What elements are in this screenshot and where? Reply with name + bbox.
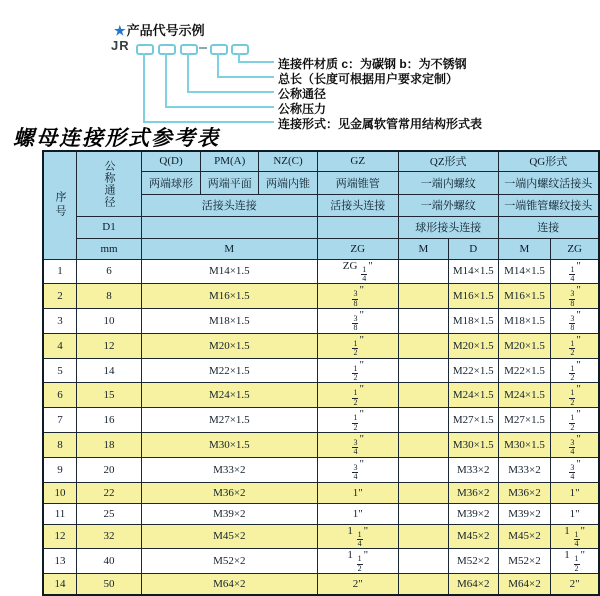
code-box-1 xyxy=(136,44,154,55)
cell-gz: 1 $\frac{1}{4}$ " xyxy=(317,524,398,549)
cell-m: M52×2 xyxy=(142,549,318,574)
cell-qg-m: M36×2 xyxy=(498,482,551,503)
connector-line xyxy=(217,53,219,78)
unit-header-qg-m: M xyxy=(498,238,551,259)
cell-qz-m xyxy=(398,457,448,482)
cell-qg-zg: 1 $\frac{1}{2}$ " xyxy=(551,549,599,574)
cell-m: M39×2 xyxy=(142,503,318,524)
col-header-nz: NZ(C) xyxy=(259,151,317,171)
cell-dn: 15 xyxy=(77,383,142,408)
table-title: 螺母连接形式参考表 xyxy=(13,126,220,150)
col-header-seq: 序号 xyxy=(43,151,77,259)
cell-no: 3 xyxy=(43,309,77,334)
col-header-qz: QZ形式 xyxy=(398,151,498,171)
table-row xyxy=(43,333,599,358)
cell-no: 13 xyxy=(43,549,77,574)
cell-gz: $\frac{3}{8}$ " xyxy=(317,284,398,309)
cell-qg-zg: $\frac{1}{2}$ " xyxy=(551,333,599,358)
cell-qg-zg: $\frac{1}{2}$ " xyxy=(551,408,599,433)
cell-qz-d: M14×1.5 xyxy=(448,259,498,284)
cell-dn: 10 xyxy=(77,309,142,334)
cell-qg-zg: $\frac{3}{8}$ " xyxy=(551,284,599,309)
cell-qg-m: M20×1.5 xyxy=(498,333,551,358)
cell-gz: ZG $\frac{1}{4}$ " xyxy=(317,259,398,284)
connector-line xyxy=(143,53,145,123)
cell-qg-zg: $\frac{3}{4}$ " xyxy=(551,457,599,482)
cell-qz-m xyxy=(398,482,448,503)
cell-qz-d: M33×2 xyxy=(448,457,498,482)
cell-gz: $\frac{1}{2}$ " xyxy=(317,408,398,433)
product-code-title-text: 产品代号示例 xyxy=(126,23,205,38)
cell-qz-d: M27×1.5 xyxy=(448,408,498,433)
cell-no: 9 xyxy=(43,457,77,482)
cell-qg-m: M16×1.5 xyxy=(498,284,551,309)
cell-no: 5 xyxy=(43,358,77,383)
connector-line xyxy=(217,76,274,78)
cell-qg-zg: 1" xyxy=(551,503,599,524)
cell-gz: $\frac{3}{4}$ " xyxy=(317,457,398,482)
connector-line xyxy=(165,53,167,108)
col-header-pm: PM(A) xyxy=(201,151,259,171)
cell-m: M30×1.5 xyxy=(142,432,318,457)
cell-m: M33×2 xyxy=(142,457,318,482)
cell-qg-m: M18×1.5 xyxy=(498,309,551,334)
table-row xyxy=(43,408,599,433)
cell-qz-d: M64×2 xyxy=(448,574,498,595)
cell-qg-m: M22×1.5 xyxy=(498,358,551,383)
cell-qg-zg: 1" xyxy=(551,482,599,503)
cell-qz-d: M45×2 xyxy=(448,524,498,549)
connector-line xyxy=(187,91,274,93)
cell-dn: 12 xyxy=(77,333,142,358)
unit-header-m-merged: M xyxy=(142,238,318,259)
cell-qz-d: M52×2 xyxy=(448,549,498,574)
connector-line xyxy=(165,106,274,108)
subheader-qg-taper-thread-joint: 一端锥管螺纹接头 xyxy=(498,194,599,216)
cell-dn: 25 xyxy=(77,503,142,524)
subheader-d1: D1 xyxy=(77,216,142,238)
cell-qg-m: M45×2 xyxy=(498,524,551,549)
cell-m: M27×1.5 xyxy=(142,408,318,433)
table-row xyxy=(43,259,599,284)
cell-m: M64×2 xyxy=(142,574,318,595)
cell-gz: $\frac{1}{2}$ " xyxy=(317,383,398,408)
cell-dn: 18 xyxy=(77,432,142,457)
cell-no: 8 xyxy=(43,432,77,457)
cell-dn: 8 xyxy=(77,284,142,309)
cell-qg-m: M27×1.5 xyxy=(498,408,551,433)
cell-no: 7 xyxy=(43,408,77,433)
subheader-qg-inner-thread-union: 一端内螺纹活接头 xyxy=(498,171,599,194)
cell-m: M36×2 xyxy=(142,482,318,503)
cell-qg-m: M33×2 xyxy=(498,457,551,482)
connector-line xyxy=(238,61,274,63)
subheader-pm-ends: 两端平面 xyxy=(201,171,259,194)
cell-qz-d: M18×1.5 xyxy=(448,309,498,334)
cell-gz: $\frac{3}{4}$ " xyxy=(317,432,398,457)
col-header-q: Q(D) xyxy=(142,151,201,171)
table-row xyxy=(43,358,599,383)
cell-qg-zg: $\frac{3}{4}$ " xyxy=(551,432,599,457)
cell-qz-m xyxy=(398,503,448,524)
cell-no: 1 xyxy=(43,259,77,284)
star-icon: ★ xyxy=(114,23,126,38)
subheader-blank-qpn xyxy=(142,216,318,238)
cell-qg-m: M14×1.5 xyxy=(498,259,551,284)
cell-qg-zg: $\frac{1}{4}$ " xyxy=(551,259,599,284)
subheader-connection: 连接 xyxy=(498,216,599,238)
cell-m: M14×1.5 xyxy=(142,259,318,284)
cell-no: 6 xyxy=(43,383,77,408)
label-total-length: 总长（长度可根据用户要求定制） xyxy=(278,72,459,86)
cell-gz: 1" xyxy=(317,503,398,524)
product-code-prefix: JR xyxy=(111,38,130,53)
table-row xyxy=(43,482,599,503)
subheader-gz-union-connection: 活接头连接 xyxy=(317,194,398,216)
cell-dn: 50 xyxy=(77,574,142,595)
cell-m: M18×1.5 xyxy=(142,309,318,334)
cell-no: 2 xyxy=(43,284,77,309)
table-row xyxy=(43,432,599,457)
unit-header-qz-d: D xyxy=(448,238,498,259)
cell-qg-m: M52×2 xyxy=(498,549,551,574)
cell-dn: 16 xyxy=(77,408,142,433)
cell-qz-d: M30×1.5 xyxy=(448,432,498,457)
cell-dn: 32 xyxy=(77,524,142,549)
table-row xyxy=(43,457,599,482)
cell-qz-m xyxy=(398,574,448,595)
cell-qz-d: M16×1.5 xyxy=(448,284,498,309)
label-nominal-diameter: 公称通径 xyxy=(278,87,327,101)
table-row xyxy=(43,383,599,408)
cell-qg-zg: 2" xyxy=(551,574,599,595)
label-nominal-pressure: 公称压力 xyxy=(278,102,327,116)
cell-dn: 22 xyxy=(77,482,142,503)
unit-header-qg-zg: ZG xyxy=(551,238,599,259)
label-material: 连接件材质 c：为碳钢 b：为不锈钢 xyxy=(278,57,467,71)
cell-qg-m: M24×1.5 xyxy=(498,383,551,408)
subheader-union-connection: 活接头连接 xyxy=(142,194,318,216)
cell-qz-m xyxy=(398,358,448,383)
cell-qg-zg: 1 $\frac{1}{4}$ " xyxy=(551,524,599,549)
unit-header-gz-zg: ZG xyxy=(317,238,398,259)
cell-m: M45×2 xyxy=(142,524,318,549)
cell-qz-d: M20×1.5 xyxy=(448,333,498,358)
col-header-qg: QG形式 xyxy=(498,151,599,171)
cell-qg-m: M64×2 xyxy=(498,574,551,595)
col-header-dn: 公称通径 xyxy=(77,151,142,216)
cell-no: 10 xyxy=(43,482,77,503)
cell-qz-d: M24×1.5 xyxy=(448,383,498,408)
product-code-title xyxy=(114,20,205,39)
cell-no: 14 xyxy=(43,574,77,595)
subheader-nz-ends: 两端内锥 xyxy=(259,171,317,194)
code-box-3 xyxy=(180,44,198,55)
subheader-qz-inner-thread: 一端内螺纹 xyxy=(398,171,498,194)
cell-qg-zg: $\frac{1}{2}$ " xyxy=(551,383,599,408)
cell-gz: $\frac{1}{2}$ " xyxy=(317,333,398,358)
table-row xyxy=(43,549,599,574)
code-box-2 xyxy=(158,44,176,55)
dash-separator xyxy=(199,47,207,49)
cell-no: 12 xyxy=(43,524,77,549)
cell-qz-m xyxy=(398,309,448,334)
cell-dn: 6 xyxy=(77,259,142,284)
code-box-4 xyxy=(210,44,228,55)
cell-m: M24×1.5 xyxy=(142,383,318,408)
subheader-q-ends: 两端球形 xyxy=(142,171,201,194)
col-header-gz: GZ xyxy=(317,151,398,171)
cell-qz-m xyxy=(398,333,448,358)
cell-qz-d: M39×2 xyxy=(448,503,498,524)
subheader-gz-ends: 两端锥管 xyxy=(317,171,398,194)
cell-dn: 40 xyxy=(77,549,142,574)
table-row xyxy=(43,503,599,524)
table-row xyxy=(43,309,599,334)
cell-no: 11 xyxy=(43,503,77,524)
code-box-5 xyxy=(231,44,249,55)
cell-qz-d: M22×1.5 xyxy=(448,358,498,383)
cell-gz: $\frac{3}{8}$ " xyxy=(317,309,398,334)
table-row xyxy=(43,284,599,309)
cell-gz: 1" xyxy=(317,482,398,503)
cell-dn: 20 xyxy=(77,457,142,482)
cell-qg-m: M39×2 xyxy=(498,503,551,524)
unit-header-mm: mm xyxy=(77,238,142,259)
cell-qg-zg: $\frac{3}{8}$ " xyxy=(551,309,599,334)
table-row xyxy=(43,574,599,595)
cell-m: M20×1.5 xyxy=(142,333,318,358)
cell-gz: 2" xyxy=(317,574,398,595)
cell-qz-d: M36×2 xyxy=(448,482,498,503)
cell-gz: 1 $\frac{1}{2}$ " xyxy=(317,549,398,574)
table-row xyxy=(43,524,599,549)
label-connection-form: 连接形式：见金属软管常用结构形式表 xyxy=(278,117,483,131)
unit-header-qz-m: M xyxy=(398,238,448,259)
cell-qz-m xyxy=(398,549,448,574)
subheader-qz-outer-thread: 一端外螺纹 xyxy=(398,194,498,216)
cell-dn: 14 xyxy=(77,358,142,383)
cell-qz-m xyxy=(398,284,448,309)
cell-gz: $\frac{1}{2}$ " xyxy=(317,358,398,383)
cell-qg-zg: $\frac{1}{2}$ " xyxy=(551,358,599,383)
cell-qg-m: M30×1.5 xyxy=(498,432,551,457)
cell-m: M22×1.5 xyxy=(142,358,318,383)
cell-m: M16×1.5 xyxy=(142,284,318,309)
cell-qz-m xyxy=(398,383,448,408)
cell-qz-m xyxy=(398,259,448,284)
cell-no: 4 xyxy=(43,333,77,358)
connector-line xyxy=(187,53,189,93)
cell-qz-m xyxy=(398,408,448,433)
subheader-blank-gz xyxy=(317,216,398,238)
nut-connection-reference-table xyxy=(42,150,600,596)
cell-qz-m xyxy=(398,524,448,549)
subheader-ball-joint-connection: 球形接头连接 xyxy=(398,216,498,238)
cell-qz-m xyxy=(398,432,448,457)
